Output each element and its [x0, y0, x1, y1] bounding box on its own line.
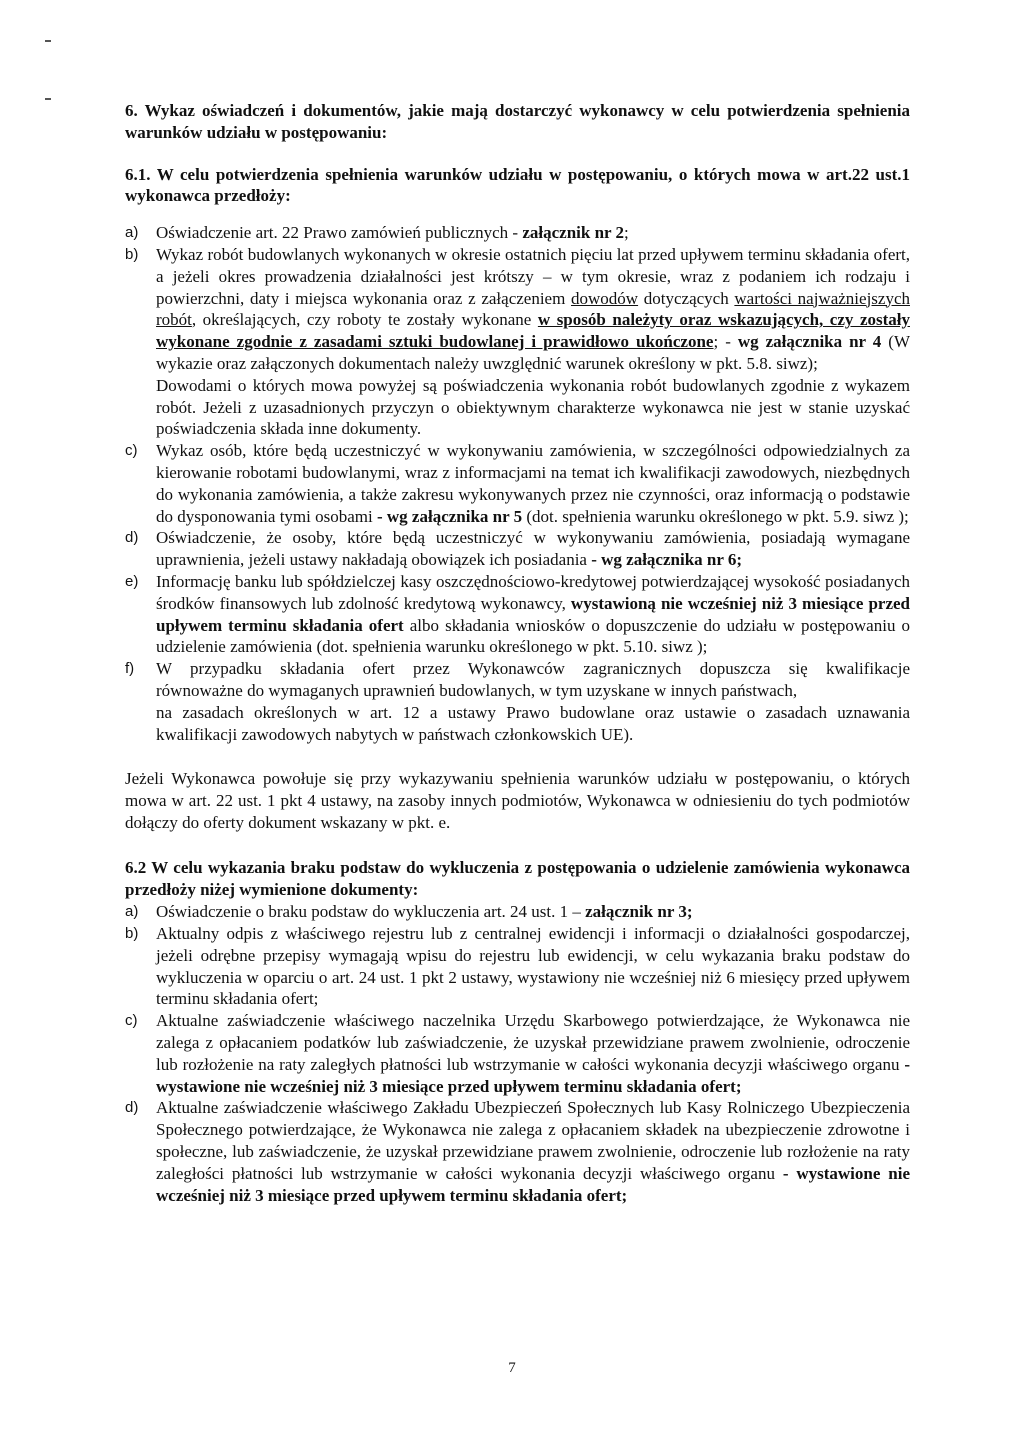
underlined-text: wartości najważniejszych robót — [156, 288, 910, 330]
item-continuation: Dowodami o których mowa powyżej są poświadczenia wykonania robót budowlanych zgodnie z wykazem robót. Jeżeli z uzasadnionych przyczyn o obiektywnym charakterze wykonawca nie jest w stanie uzyskać poświadczenia składa inne dokumenty. — [156, 375, 910, 439]
spacer — [125, 745, 910, 768]
item-letter: d) — [125, 529, 139, 547]
list-item-6-1-d — [125, 527, 910, 571]
item-text: Oświadczenie o braku podstaw do wykluczenia art. 24 ust. 1 – — [156, 902, 586, 922]
item-text: Oświadczenie art. 22 Prawo zamówień publicznych - — [156, 223, 523, 243]
item-text: dotyczących — [638, 288, 735, 308]
item-letter: e) — [125, 572, 139, 590]
section-6-1-heading: 6.1. W celu potwierdzenia spełnienia warunków udziału w postępowaniu, o których mowa w art.22 ust.1 wykonawca przedłoży: — [125, 164, 910, 206]
list-item-6-1-f — [125, 658, 910, 745]
section-6-2-list — [125, 901, 910, 1206]
spacer — [125, 834, 910, 857]
list-item-6-1-c — [125, 440, 910, 527]
deadline-emphasis: wystawioną nie wcześniej niż 3 miesiące przed upływem terminu składania ofert — [156, 593, 910, 635]
item-text: Informację banku lub spółdzielczej kasy oszczędnościowo-kredytowej potwierdzającej wysokość posiadanych środków finansowych lub zdolność kredytową wykonawcy, — [156, 571, 910, 613]
item-letter: b) — [125, 245, 139, 263]
attachment-reference: - wg załącznika nr 5 — [376, 506, 523, 526]
underlined-text: dowodów — [571, 288, 639, 308]
item-line: na zasadach określonych w art. 12 a ustawy Prawo budowlane oraz ustawie o zasadach uznawania kwalifikacji zawodowych nabytych w państwach członkowskich UE). — [156, 702, 910, 744]
bold-underlined-text: w sposób należyty oraz wskazujących, czy zostały wykonane zgodnie z zasadami sztuki budowlanej i prawidłowo ukończone — [156, 310, 910, 352]
item-text: ; - — [713, 332, 738, 352]
item-text: (W wykazie oraz załączonych dokumentach należy uwzględnić warunek określony w pkt. 5.8. siwz); — [156, 332, 910, 373]
item-line: W przypadku składania ofert przez Wykonawców zagranicznych dopuszcza się kwalifikacje — [156, 659, 910, 679]
list-item-6-2-a — [125, 901, 910, 923]
item-line: równoważne do wymaganych uprawnień budowlanych, w tym uzyskane w innych państwach, — [156, 680, 798, 700]
section-6-2-heading: 6.2 W celu wykazania braku podstaw do wykluczenia z postępowania o udzielenie zamówienia wykonawca przedłoży niżej wymienione dokumenty: — [125, 857, 910, 899]
item-text: ; — [624, 223, 629, 243]
item-letter: c) — [125, 442, 138, 460]
item-text: Aktualne zaświadczenie właściwego naczelnika Urzędu Skarbowego potwierdzające, że Wykonawca nie zalega z opłacaniem podatków lub zaświadczenie, że uzyskał przewidziane prawem zwolnienie, odroczenie lub rozłożenie na raty zaległych płatności lub wstrzymanie w całości wykonania decyzji właściwego organu — [156, 1011, 910, 1074]
item-letter: a) — [125, 224, 139, 242]
item-text: Aktualne zaświadczenie właściwego Zakładu Ubezpieczeń Społecznych lub Kasy Rolniczego Ubezpieczenia Społecznego potwierdzające, że Wykonawca nie zalega z opłacaniem składek na ubezpieczenie zdrowotne i społeczne, lub zaświadczenie, że uzyskał przewidziane prawem zwolnienie, odroczenie lub rozłożenie na raty zaległości płatności lub wstrzymanie w całości wykonania decyzji właściwego organu — [156, 1098, 910, 1183]
scan-mark-top — [45, 40, 51, 42]
list-item-6-1-a — [125, 222, 910, 244]
deadline-emphasis: - wystawione nie wcześniej niż 3 miesiące przed upływem terminu składania ofert; — [156, 1163, 910, 1205]
item-letter: d) — [125, 1099, 139, 1117]
document-page — [125, 100, 910, 1206]
list-item-6-1-e — [125, 571, 910, 658]
list-item-6-1-b — [125, 244, 910, 440]
deadline-emphasis: - wystawione nie wcześniej niż 3 miesiące przed upływem terminu składania ofert; — [156, 1054, 910, 1096]
section-6-heading: 6. Wykaz oświadczeń i dokumentów, jakie mają dostarczyć wykonawcy w celu potwierdzenia spełnienia warunków udziału w postępowaniu: — [125, 101, 910, 142]
item-text: (dot. spełnienia warunku określonego w pkt. 5.9. siwz ); — [522, 506, 909, 526]
item-letter: b) — [125, 925, 139, 943]
item-text: Oświadczenie, że osoby, które będą uczestniczyć w wykonywaniu zamówienia, posiadają wymagane uprawnienia, jeżeli ustawy nakładają obowiązek ich posiadania — [156, 528, 910, 570]
list-item-6-2-b — [125, 923, 910, 1010]
page-number: 7 — [508, 1360, 516, 1376]
item-letter: a) — [125, 903, 139, 921]
attachment-reference: załącznik nr 3; — [585, 902, 693, 922]
list-item-6-2-d — [125, 1097, 910, 1206]
section-6-1-note: Jeżeli Wykonawca powołuje się przy wykazywaniu spełnienia warunków udziału w postępowaniu, o których mowa w art. 22 ust. 1 pkt 4 ustawy, na zasoby innych podmiotów, Wykonawca w odniesieniu do tych podmiotów dołączy do oferty dokument wskazany w pkt. e. — [125, 769, 910, 832]
item-text: albo składania wniosków o dopuszczenie do udziału w postępowaniu o udzielenie zamówienia (dot. spełnienia warunku określonego w pkt. 5.10. siwz ); — [156, 615, 911, 657]
attachment-reference: załącznik nr 2 — [522, 223, 625, 243]
attachment-reference: wg załącznika nr 4 — [737, 332, 882, 352]
item-text: Wykaz osób, które będą uczestniczyć w wykonywaniu zamówienia, w szczególności odpowiedzialnych za kierowanie robotami budowlanymi, wraz z informacjami na temat ich kwalifikacji zawodowych, niezbędnych do wykonania zamówienia, a także zakresu wykonywanych przez nie czynności, oraz informacją o podstawie do dysponowania tymi osobami — [156, 441, 910, 526]
section-6-1-list — [125, 222, 910, 745]
scan-mark-left — [45, 98, 51, 100]
item-letter: f) — [125, 660, 135, 678]
attachment-reference: - wg załącznika nr 6; — [591, 550, 743, 570]
item-text: Aktualny odpis z właściwego rejestru lub z centralnej ewidencji i informacji o działalności gospodarczej, jeżeli odrębne przepisy wymagają wpisu do rejestru lub ewidencji, w celu wykazania braku podstaw do wykluczenia w oparciu o art. 24 ust. 1 pkt 2 ustawy, wystawiony nie wcześniej niż 6 miesięcy przed upływem terminu składania ofert; — [156, 924, 910, 1009]
item-text: Wykaz robót budowlanych wykonanych w okresie ostatnich pięciu lat przed upływem terminu składania ofert, a jeżeli okres prowadzenia działalności jest krótszy – w tym okresie, wraz z podaniem ich rodzaju i powierzchni, daty i miejsca wykonania oraz z załączeniem — [156, 244, 910, 308]
item-text: , określających, czy roboty te zostały wykonane — [191, 310, 538, 330]
list-item-6-2-c — [125, 1010, 910, 1097]
item-letter: c) — [125, 1012, 138, 1030]
